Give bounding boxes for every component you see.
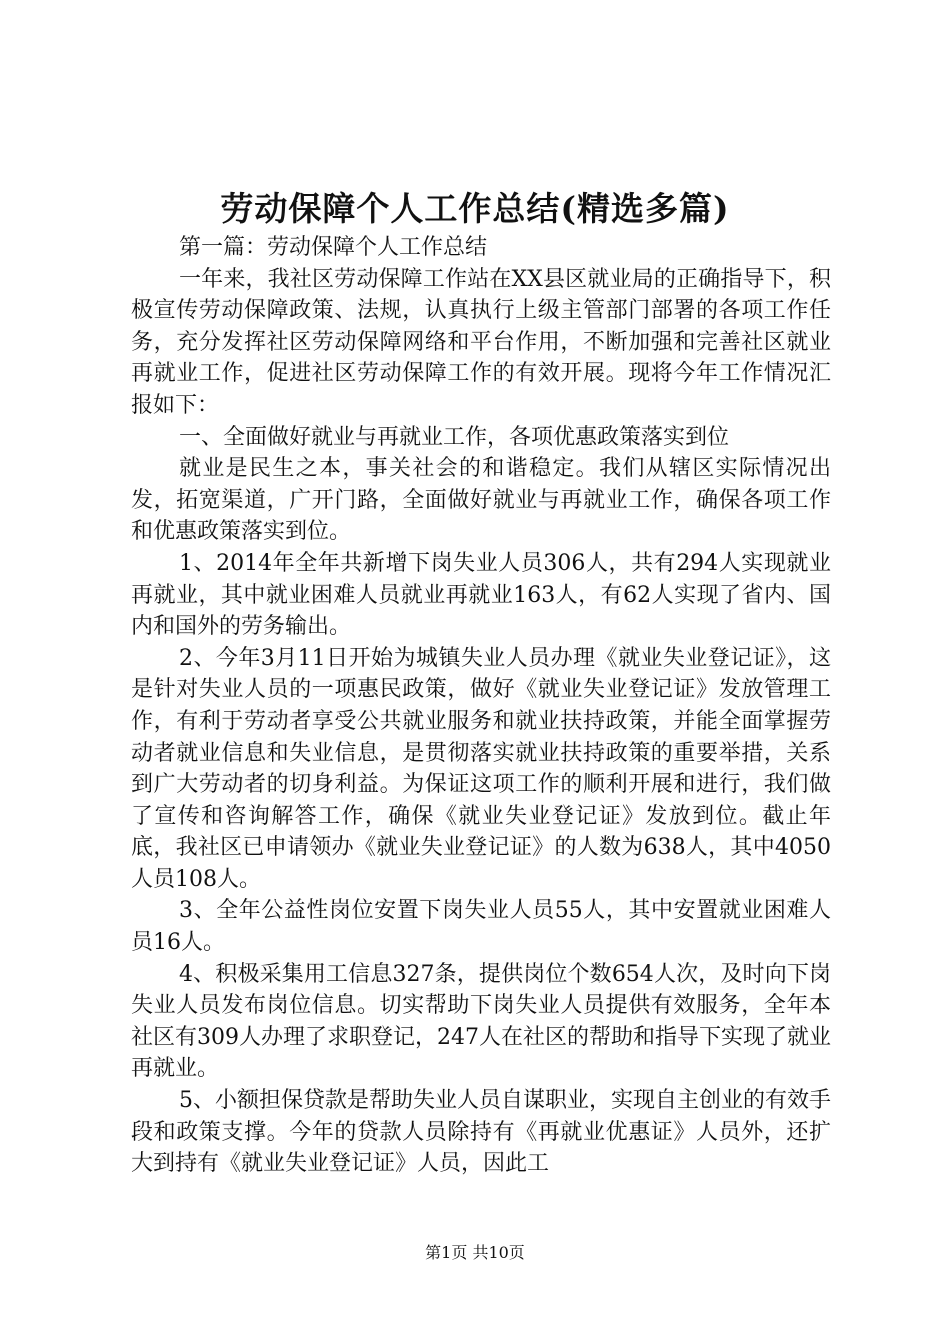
section-heading: 第一篇：劳动保障个人工作总结 xyxy=(179,235,488,260)
body-paragraph: 就业是民生之本，事关社会的和谐稳定。我们从辖区实际情况出发，拓宽渠道，广开门路，全面做好就业与再就业工作，确保各项工作和优惠政策落实到位。 xyxy=(131,456,831,545)
list-item: 2、今年3月11日开始为城镇失业人员办理《就业失业登记证》，这是针对失业人员的一项惠民政策，做好《就业失业登记证》发放管理工作，有利于劳动者享受公共就业服务和就业扶持政策，并能全面掌握劳动者就业信息和失业信息，是贯彻落实就业扶持政策的重要举措，关系到广大劳动者的切身利益。为保证这项工作的顺利开展和进行，我们做了宣传和咨询解答工作，确保《就业失业登记证》发放到位。截止年底，我社区已申请领办《就业失业登记证》的人数为638人，其中4050人员108人。 xyxy=(131,645,831,892)
list-item: 1、2014年全年共新增下岗失业人员306人，共有294人实现就业再就业，其中就业困难人员就业再就业163人，有62人实现了省内、国内和国外的劳务输出。 xyxy=(131,550,831,640)
list-item: 4、积极采集用工信息327条，提供岗位个数654人次，及时向下岗失业人员发布岗位信息。切实帮助下岗失业人员提供有效服务，全年本社区有309人办理了求职登记，247人在社区的帮助和指导下实现了就业再就业。 xyxy=(131,961,831,1082)
body-paragraph: 一年来，我社区劳动保障工作站在XX县区就业局的正确指导下，积极宣传劳动保障政策、法规，认真执行上级主管部门部署的各项工作任务，充分发挥社区劳动保障网络和平台作用，不断加强和完善社区就业再就业工作，促进社区劳动保障工作的有效开展。现将今年工作情况汇报如下： xyxy=(131,266,831,418)
subsection-heading: 一、全面做好就业与再就业工作，各项优惠政策落实到位 xyxy=(179,424,730,450)
list-item: 3、全年公益性岗位安置下岗失业人员55人，其中安置就业困难人员16人。 xyxy=(131,898,831,956)
list-item: 5、小额担保贷款是帮助失业人员自谋职业，实现自主创业的有效手段和政策支撑。今年的贷款人员除持有《再就业优惠证》人员外，还扩大到持有《就业失业登记证》人员，因此工 xyxy=(131,1088,831,1177)
document-title: 劳动保障个人工作总结(精选多篇) xyxy=(220,189,730,228)
page-footer: 第1页 共10页 xyxy=(425,1243,525,1262)
document-body xyxy=(131,232,831,1180)
